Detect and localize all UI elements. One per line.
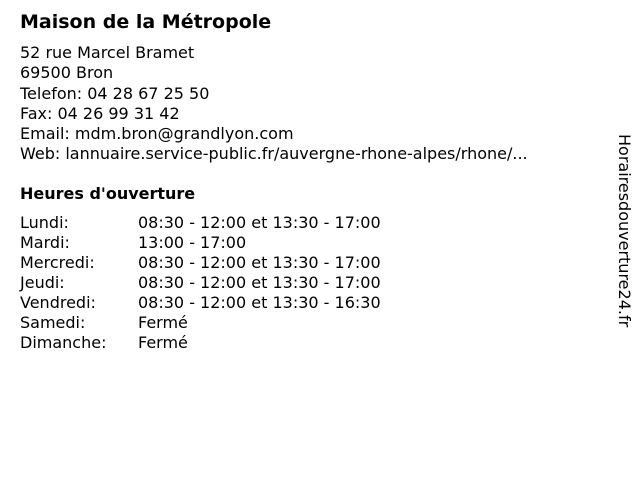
place-title: Maison de la Métropole <box>20 11 272 33</box>
phone-number: Telefon: 04 28 67 25 50 <box>20 83 210 103</box>
day-hours: 08:30 - 12:00 et 13:30 - 16:30 <box>138 293 381 312</box>
hours-row-thursday <box>20 273 381 293</box>
city-postal: 69500 Bron <box>20 63 114 83</box>
day-label: Dimanche: <box>20 333 107 352</box>
hours-row-friday <box>20 293 381 313</box>
day-hours: 13:00 - 17:00 <box>138 233 247 252</box>
website: Web: lannuaire.service-public.fr/auvergne-rhone-alpes/rhone/... <box>20 144 528 164</box>
hours-row-saturday <box>20 313 381 333</box>
site-watermark: Horairesdouverture24.fr <box>615 134 634 328</box>
hours-table <box>20 213 381 353</box>
day-hours: Fermé <box>138 313 188 332</box>
address-block <box>20 43 528 165</box>
hours-row-wednesday <box>20 253 381 273</box>
day-hours: Fermé <box>138 333 188 352</box>
hours-row-tuesday <box>20 233 381 253</box>
day-label: Jeudi: <box>20 273 65 292</box>
hours-row-sunday <box>20 333 381 353</box>
day-label: Mercredi: <box>20 253 95 272</box>
email-address: Email: mdm.bron@grandlyon.com <box>20 124 294 144</box>
day-hours: 08:30 - 12:00 et 13:30 - 17:00 <box>138 253 381 272</box>
street-address: 52 rue Marcel Bramet <box>20 43 195 62</box>
day-label: Lundi: <box>20 213 69 232</box>
hours-row-monday <box>20 213 381 233</box>
day-hours: 08:30 - 12:00 et 13:30 - 17:00 <box>138 273 381 292</box>
hours-heading: Heures d'ouverture <box>20 184 196 203</box>
fax-number: Fax: 04 26 99 31 42 <box>20 103 180 123</box>
day-label: Mardi: <box>20 233 70 252</box>
day-label: Vendredi: <box>20 293 96 312</box>
day-hours: 08:30 - 12:00 et 13:30 - 17:00 <box>138 213 381 232</box>
day-label: Samedi: <box>20 313 86 332</box>
